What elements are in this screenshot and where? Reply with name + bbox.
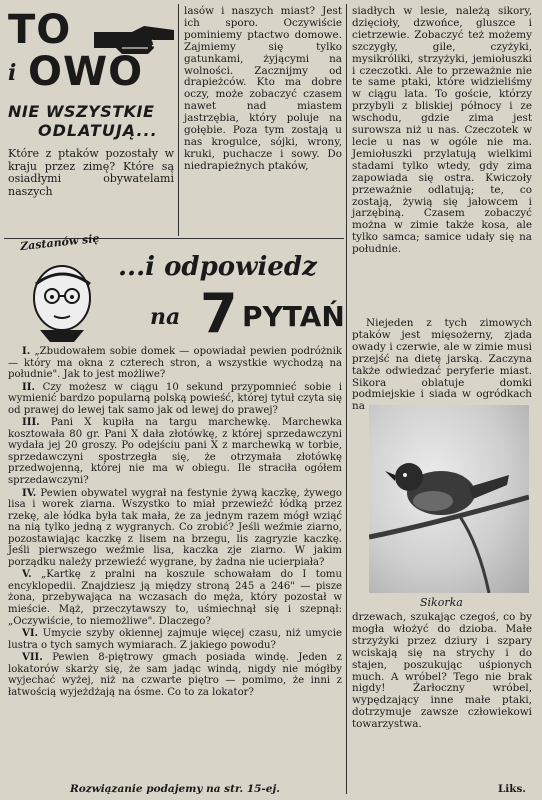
quiz-question-5: V. „Kartkę z pralni na koszule schowałam do I tomu encyklopedii. Znajdziesz ją między stroną 245 a 246" — pisze żona, przebywająca na wczasach do męża, który pozostał w mieście. Mąż, przeczytawszy to, uśmiechnął się i szepnął: „Oczywiście, to niemożliwe". Dlaczego?: [8, 569, 342, 627]
quiz-question-3: III. Pani X kupiła na targu marchewkę. Marchewka kosztowała 80 gr. Pani X dała złotówkę, z której sprzedawczyni wydała jej 20 groszy. Po odejściu pani X z marchewką w torbie, sprzedawczyni spostrzegła się, że otrzymała złotówkę przedwojenną, której nie ma w obiegu. Ile straciła ogółem sprzedawczyni?: [8, 417, 342, 487]
quiz-question-4: IV. Pewien obywatel wygrał na festynie żywą kaczkę, żywego lisa i worek ziarna. Wszystko to miał przewieźć łódką przez rzekę, ale łódka była tak mała, że za jednym razem mógł wziąć na nią tylko jedną z wygranych. Co zrobić? Jeśli weźmie ziarno, pozostawiając kaczkę z lisem na brzegu, lis zagryzie kaczkę. Jeśli pierwszego weźmie lisa, kaczka zje ziarno. W jakim porządku należy przewieźć wygrane, by żadna nie ucierpiała?: [8, 487, 342, 568]
author-signature: Liks.: [498, 783, 526, 795]
masthead-owo: OWO: [28, 49, 144, 95]
quiz-question-7: VII. Pewien 8-piętrowy gmach posiada windę. Jeden z lokatorów skarży się, że sam jadąc windą, nigdy nie mógłby wyjechać wyżej, niż na czwarte piętro — pomimo, że inni z łatwością wyjeżdżają na ósme. Co to za lokator?: [8, 652, 342, 698]
intro-paragraph: Które z ptaków pozostały w kraju przez zimę? Które są osiadłymi obywatelami naszych: [8, 147, 174, 198]
masthead-i: i: [8, 60, 17, 86]
quiz-questions: [8, 346, 342, 699]
quiz-heading-number: 7: [200, 282, 238, 345]
quiz-heading-na: na: [150, 304, 181, 330]
sikorka-bird-image: [369, 405, 529, 593]
pointing-hand-icon: [92, 18, 176, 60]
quiz-heading-pre: ...i odpowiedz: [118, 252, 317, 282]
thinking-man-illustration: [10, 244, 110, 342]
section-subtitle-2: ODLATUJĄ...: [38, 121, 158, 140]
quiz-footer: Rozwiązanie podajemy na str. 15-ej.: [70, 783, 280, 795]
article-text-col2: lasów i naszych miast? Jest ich sporo. Oczywiście pominiemy ptactwo domowe. Zajmiemy się tylko gatunkami, żyjącymi na wolności. Zacznijmy od drapieżców. Kto ma dobre oczy, może zobaczyć czasem nawet nad miastem jastrzębia, który poluje na gołębie. Poza tym zostają u nas krogulce, sójki, wrony, kruki, puchacze i sowy. Do niedrapieżnych ptaków,: [184, 5, 342, 172]
quiz-question-1: I. „Zbudowałem sobie domek — opowiadał pewien podróżnik — który ma okna z czterech stron, a wszystkie wychodzą na południe". Jak to jest możliwe?: [8, 346, 343, 381]
masthead-to: TO: [8, 7, 72, 53]
column-divider-1: [178, 4, 179, 236]
article-text-col3-top: siadłych w lesie, należą sikory, dzięcioły, dzwońce, gluszce i cietrzewie. Zobaczyć też możemy szczygły, gile, czyżyki, mysikróliki, strzyżyki, jemiołuszki i czeczotki. Ale to przeważnie nie te same ptaki, które widzieliśmy w ciągu lata. To goście, którzy przybyli z bliskiej północy i ze wschodu, gdzie zima jest surowsza niż u nas. Czeczotek w lecie u nas w ogóle nie ma. Jemiołuszki przylatują wielkimi stadami tylko wtedy, gdy zima zapowiada się ostra. Kwiczoły przeważnie odlatują; te, co zostają, żywią się jałowcem i jarzębiną. Czasem zobaczyć można w zimie także kosa, ale tylko samca; samice udały się na południe.: [352, 5, 532, 256]
quiz-badge: Zastanów się: [19, 231, 101, 254]
quiz-question-6: VI. Umycie szyby okiennej zajmuje więcej czasu, niż umycie lustra o tych samych wymiarach. Z jakiego powodu?: [8, 628, 342, 651]
article-text-col3-bottom: drzewach, szukając czegoś, co by mogła włożyć do dzioba. Małe strzyżyki przez dziury i szpary wciskają się na strychy i do stajen, poszukując uśpionych much. A wróbel? Tego nie brak nigdy! Żarłoczny wróbel, wypędzający inne małe ptaki, dotrzymuje zawsze człowiekowi towarzystwa.: [352, 611, 532, 731]
column-divider-2: [346, 4, 347, 794]
quiz-heading-word: PYTAŃ: [242, 300, 345, 333]
article-text-col3-mid: Niejeden z tych zimowych ptaków jest mięsożerny, zjada owady i czerwie, ale w zimie musi przejść na dietę jarską. Zaczyna także odwiedzać peryferie miast. Sikora oblatuje domki podmiejskie i siada w ogródkach na: [352, 317, 532, 413]
bird-photo: [369, 405, 529, 593]
section-subtitle-1: NIE WSZYSTKIE: [8, 102, 155, 121]
quiz-question-2: II. Czy możesz w ciągu 10 sekund przypomnieć sobie i wymienić bardzo popularną polską powieść, której tytuł czyta się od prawej do lewej tak samo jak od lewej do prawej?: [8, 381, 342, 416]
photo-caption: Sikorka: [420, 596, 463, 609]
